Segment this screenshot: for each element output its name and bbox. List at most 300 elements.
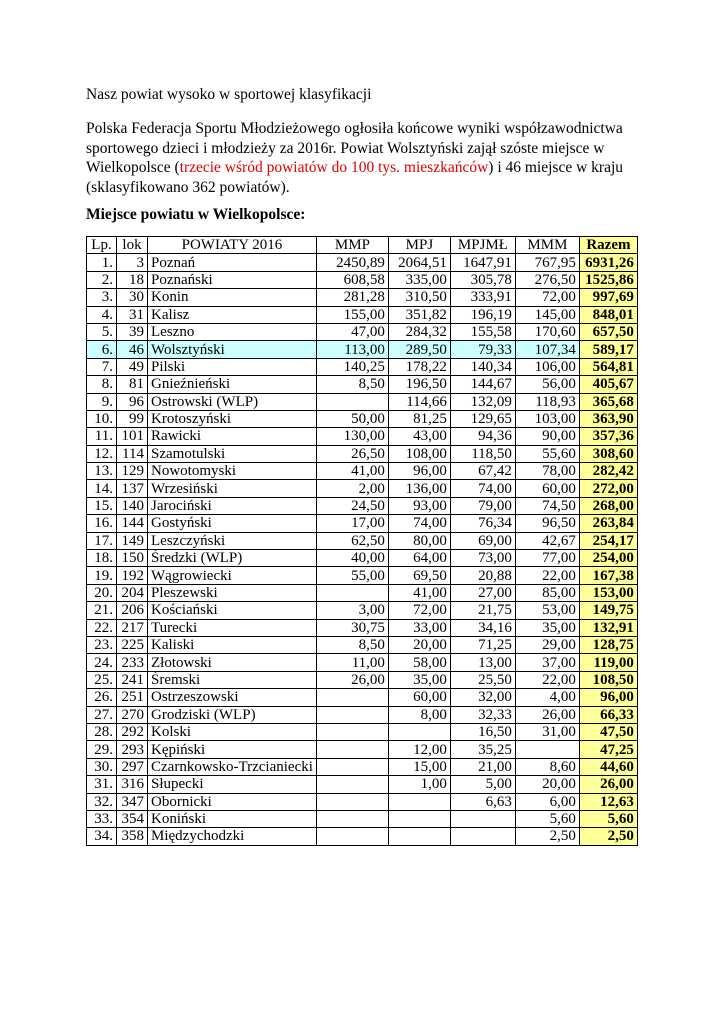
cell-mpj: 58,00 [388, 654, 450, 671]
cell-mpjml: 20,88 [450, 567, 515, 584]
cell-lok: 358 [117, 828, 148, 845]
cell-mpjml: 118,50 [450, 445, 515, 462]
cell-razem: 2,50 [579, 828, 637, 845]
cell-mpjml: 71,25 [450, 636, 515, 653]
cell-mpj: 196,50 [388, 376, 450, 393]
table-row [87, 428, 638, 445]
cell-razem: 365,68 [579, 393, 637, 410]
cell-lp: 30. [87, 758, 117, 775]
cell-powiat: Turecki [148, 619, 317, 636]
cell-mpj: 8,00 [388, 706, 450, 723]
cell-razem: 5,60 [579, 810, 637, 827]
intro-paragraph [86, 119, 646, 197]
table-header-row [87, 237, 638, 254]
cell-razem: 12,63 [579, 793, 637, 810]
cell-mpjml: 155,58 [450, 323, 515, 340]
cell-mmp: 2450,89 [316, 254, 388, 271]
cell-lok: 354 [117, 810, 148, 827]
cell-lok: 150 [117, 550, 148, 567]
cell-mmm: 276,50 [515, 271, 579, 288]
cell-lp: 10. [87, 410, 117, 427]
cell-lok: 18 [117, 271, 148, 288]
table-row [87, 654, 638, 671]
cell-powiat: Kępiński [148, 741, 317, 758]
cell-razem: 589,17 [579, 341, 637, 358]
cell-mmp: 62,50 [316, 532, 388, 549]
table-row [87, 463, 638, 480]
cell-powiat: Śremski [148, 671, 317, 688]
cell-mpj: 64,00 [388, 550, 450, 567]
cell-mmm: 5,60 [515, 810, 579, 827]
cell-mmm: 96,50 [515, 515, 579, 532]
cell-lp: 1. [87, 254, 117, 271]
cell-lp: 19. [87, 567, 117, 584]
cell-mmp: 26,50 [316, 445, 388, 462]
cell-razem: 254,17 [579, 532, 637, 549]
cell-lok: 144 [117, 515, 148, 532]
cell-razem: 153,00 [579, 584, 637, 601]
cell-razem: 6931,26 [579, 254, 637, 271]
cell-razem: 167,38 [579, 567, 637, 584]
cell-razem: 405,67 [579, 376, 637, 393]
cell-powiat: Średzki (WLP) [148, 550, 317, 567]
cell-razem: 96,00 [579, 689, 637, 706]
cell-razem: 108,50 [579, 671, 637, 688]
cell-mmp: 2,00 [316, 480, 388, 497]
cell-lok: 204 [117, 584, 148, 601]
cell-mmp: 30,75 [316, 619, 388, 636]
cell-powiat: Leszno [148, 323, 317, 340]
cell-mmm: 6,00 [515, 793, 579, 810]
cell-lok: 297 [117, 758, 148, 775]
cell-razem: 128,75 [579, 636, 637, 653]
cell-mmm: 90,00 [515, 428, 579, 445]
table-row [87, 550, 638, 567]
cell-mpj [388, 723, 450, 740]
cell-mmp [316, 584, 388, 601]
table-row [87, 793, 638, 810]
cell-mmm: 22,00 [515, 567, 579, 584]
cell-mmp: 3,00 [316, 602, 388, 619]
cell-powiat: Ostrzeszowski [148, 689, 317, 706]
cell-mmm: 106,00 [515, 358, 579, 375]
cell-lp: 17. [87, 532, 117, 549]
cell-mpjml: 69,00 [450, 532, 515, 549]
cell-mpj: 41,00 [388, 584, 450, 601]
cell-powiat: Ostrowski (WLP) [148, 393, 317, 410]
cell-powiat: Grodziski (WLP) [148, 706, 317, 723]
cell-lok: 292 [117, 723, 148, 740]
cell-mpj: 80,00 [388, 532, 450, 549]
cell-mmp: 17,00 [316, 515, 388, 532]
cell-lp: 15. [87, 497, 117, 514]
cell-mmp: 113,00 [316, 341, 388, 358]
header-col-razem: Razem [579, 237, 637, 254]
cell-mmm: 37,00 [515, 654, 579, 671]
cell-lp: 11. [87, 428, 117, 445]
cell-razem: 308,60 [579, 445, 637, 462]
cell-mpj [388, 828, 450, 845]
cell-mpj: 81,25 [388, 410, 450, 427]
table-row [87, 723, 638, 740]
cell-mpjml: 196,19 [450, 306, 515, 323]
cell-mpjml: 35,25 [450, 741, 515, 758]
cell-powiat: Kalisz [148, 306, 317, 323]
table-row [87, 410, 638, 427]
cell-mpj: 69,50 [388, 567, 450, 584]
ranking-table [86, 236, 638, 846]
table-row [87, 271, 638, 288]
cell-mpjml: 79,33 [450, 341, 515, 358]
cell-mpjml [450, 810, 515, 827]
cell-lp: 32. [87, 793, 117, 810]
cell-razem: 282,42 [579, 463, 637, 480]
cell-mmm: 78,00 [515, 463, 579, 480]
cell-lok: 225 [117, 636, 148, 653]
cell-lok: 99 [117, 410, 148, 427]
cell-mmp: 50,00 [316, 410, 388, 427]
cell-mmp: 155,00 [316, 306, 388, 323]
cell-lok: 114 [117, 445, 148, 462]
cell-powiat: Gostyński [148, 515, 317, 532]
table-row [87, 515, 638, 532]
cell-mpjml: 5,00 [450, 776, 515, 793]
table-body [87, 254, 638, 845]
cell-mpj: 1,00 [388, 776, 450, 793]
cell-razem: 997,69 [579, 289, 637, 306]
cell-mpj: 43,00 [388, 428, 450, 445]
cell-lok: 96 [117, 393, 148, 410]
cell-lp: 33. [87, 810, 117, 827]
cell-mpjml: 32,00 [450, 689, 515, 706]
table-row [87, 758, 638, 775]
cell-mpj: 114,66 [388, 393, 450, 410]
cell-lok: 206 [117, 602, 148, 619]
cell-mpjml: 21,00 [450, 758, 515, 775]
cell-mmm: 60,00 [515, 480, 579, 497]
cell-lp: 8. [87, 376, 117, 393]
cell-lok: 39 [117, 323, 148, 340]
cell-razem: 66,33 [579, 706, 637, 723]
table-row [87, 497, 638, 514]
cell-powiat: Wągrowiecki [148, 567, 317, 584]
cell-lp: 2. [87, 271, 117, 288]
cell-mmm: 20,00 [515, 776, 579, 793]
cell-mpjml: 144,67 [450, 376, 515, 393]
header-col-lok: lok [117, 237, 148, 254]
cell-powiat: Jarociński [148, 497, 317, 514]
cell-lp: 7. [87, 358, 117, 375]
cell-lok: 137 [117, 480, 148, 497]
cell-lok: 316 [117, 776, 148, 793]
cell-powiat: Wrzesiński [148, 480, 317, 497]
cell-mpj: 178,22 [388, 358, 450, 375]
cell-mmp: 608,58 [316, 271, 388, 288]
cell-lp: 28. [87, 723, 117, 740]
cell-powiat: Leszczyński [148, 532, 317, 549]
cell-mmm: 56,00 [515, 376, 579, 393]
cell-mmp [316, 393, 388, 410]
table-row [87, 567, 638, 584]
cell-razem: 272,00 [579, 480, 637, 497]
cell-mpj: 351,82 [388, 306, 450, 323]
cell-lp: 5. [87, 323, 117, 340]
table-row [87, 602, 638, 619]
cell-razem: 47,50 [579, 723, 637, 740]
cell-mpj: 15,00 [388, 758, 450, 775]
table-row [87, 584, 638, 601]
cell-mmp [316, 723, 388, 740]
cell-powiat: Czarnkowsko-Trzcianiecki [148, 758, 317, 775]
cell-lok: 192 [117, 567, 148, 584]
cell-mmp: 24,50 [316, 497, 388, 514]
table-row [87, 306, 638, 323]
cell-lok: 217 [117, 619, 148, 636]
cell-mpjml: 333,91 [450, 289, 515, 306]
cell-mmm: 8,60 [515, 758, 579, 775]
cell-mpj: 72,00 [388, 602, 450, 619]
cell-razem: 47,25 [579, 741, 637, 758]
cell-mpjml: 6,63 [450, 793, 515, 810]
cell-razem: 363,90 [579, 410, 637, 427]
table-row [87, 480, 638, 497]
cell-lp: 34. [87, 828, 117, 845]
intro-text-part2: ) i 46 miejsce w kraju (sklasyfikowano 362 powiatów). [86, 159, 624, 196]
table-row [87, 445, 638, 462]
cell-mmp [316, 776, 388, 793]
cell-mpj: 289,50 [388, 341, 450, 358]
table-row [87, 619, 638, 636]
cell-lp: 25. [87, 671, 117, 688]
cell-lok: 233 [117, 654, 148, 671]
cell-razem: 657,50 [579, 323, 637, 340]
cell-mpj: 284,32 [388, 323, 450, 340]
cell-mmm: 72,00 [515, 289, 579, 306]
table-row [87, 671, 638, 688]
cell-mpj: 310,50 [388, 289, 450, 306]
cell-powiat: Pilski [148, 358, 317, 375]
cell-mpj: 2064,51 [388, 254, 450, 271]
table-row [87, 810, 638, 827]
cell-mmp: 140,25 [316, 358, 388, 375]
table-row [87, 254, 638, 271]
cell-lok: 241 [117, 671, 148, 688]
cell-mpj: 12,00 [388, 741, 450, 758]
cell-lok: 81 [117, 376, 148, 393]
cell-razem: 119,00 [579, 654, 637, 671]
cell-lok: 251 [117, 689, 148, 706]
table-row [87, 393, 638, 410]
cell-mmm: 170,60 [515, 323, 579, 340]
cell-mmp [316, 689, 388, 706]
cell-mpj: 335,00 [388, 271, 450, 288]
cell-lp: 13. [87, 463, 117, 480]
table-row [87, 358, 638, 375]
cell-powiat: Słupecki [148, 776, 317, 793]
cell-lp: 29. [87, 741, 117, 758]
cell-mmp [316, 810, 388, 827]
cell-lok: 347 [117, 793, 148, 810]
cell-lp: 20. [87, 584, 117, 601]
cell-mpjml: 27,00 [450, 584, 515, 601]
cell-razem: 564,81 [579, 358, 637, 375]
cell-mpjml [450, 828, 515, 845]
cell-mpj: 93,00 [388, 497, 450, 514]
cell-lp: 18. [87, 550, 117, 567]
cell-mpjml: 32,33 [450, 706, 515, 723]
cell-lp: 16. [87, 515, 117, 532]
table-row [87, 341, 638, 358]
table-row [87, 289, 638, 306]
cell-mmm: 22,00 [515, 671, 579, 688]
cell-powiat: Konin [148, 289, 317, 306]
cell-mmp: 8,50 [316, 636, 388, 653]
cell-mmm: 74,50 [515, 497, 579, 514]
cell-lok: 31 [117, 306, 148, 323]
table-row [87, 828, 638, 845]
cell-mpjml: 140,34 [450, 358, 515, 375]
cell-lok: 3 [117, 254, 148, 271]
cell-powiat: Złotowski [148, 654, 317, 671]
cell-lok: 140 [117, 497, 148, 514]
cell-lp: 24. [87, 654, 117, 671]
cell-lp: 3. [87, 289, 117, 306]
cell-razem: 44,60 [579, 758, 637, 775]
cell-mmp [316, 741, 388, 758]
table-row [87, 741, 638, 758]
cell-powiat: Kościański [148, 602, 317, 619]
cell-mmm [515, 741, 579, 758]
cell-powiat: Krotoszyński [148, 410, 317, 427]
cell-powiat: Poznański [148, 271, 317, 288]
cell-mpjml: 73,00 [450, 550, 515, 567]
cell-mmp: 11,00 [316, 654, 388, 671]
cell-mmm: 145,00 [515, 306, 579, 323]
cell-mmm: 42,67 [515, 532, 579, 549]
cell-mpj: 108,00 [388, 445, 450, 462]
page-heading: Nasz powiat wysoko w sportowej klasyfikacji [86, 86, 372, 103]
cell-mpj: 20,00 [388, 636, 450, 653]
cell-powiat: Wolsztyński [148, 341, 317, 358]
cell-lok: 149 [117, 532, 148, 549]
header-col-mpj: MPJ [388, 237, 450, 254]
cell-lok: 46 [117, 341, 148, 358]
cell-mmp: 41,00 [316, 463, 388, 480]
cell-mpjml: 21,75 [450, 602, 515, 619]
cell-powiat: Szamotulski [148, 445, 317, 462]
cell-lp: 21. [87, 602, 117, 619]
cell-mpjml: 76,34 [450, 515, 515, 532]
cell-razem: 1525,86 [579, 271, 637, 288]
cell-mmm: 35,00 [515, 619, 579, 636]
cell-mpjml: 67,42 [450, 463, 515, 480]
cell-mmp [316, 793, 388, 810]
cell-razem: 848,01 [579, 306, 637, 323]
cell-razem: 26,00 [579, 776, 637, 793]
cell-powiat: Nowotomyski [148, 463, 317, 480]
cell-mpj [388, 810, 450, 827]
cell-mpjml: 79,00 [450, 497, 515, 514]
cell-mmp [316, 758, 388, 775]
header-col-mmp: MMP [316, 237, 388, 254]
cell-mpj: 60,00 [388, 689, 450, 706]
cell-mmp: 130,00 [316, 428, 388, 445]
cell-powiat: Koniński [148, 810, 317, 827]
cell-razem: 149,75 [579, 602, 637, 619]
cell-lp: 6. [87, 341, 117, 358]
cell-mmm: 29,00 [515, 636, 579, 653]
cell-mpj: 33,00 [388, 619, 450, 636]
cell-lok: 270 [117, 706, 148, 723]
cell-mmm: 77,00 [515, 550, 579, 567]
cell-lp: 31. [87, 776, 117, 793]
cell-razem: 254,00 [579, 550, 637, 567]
cell-mmm: 4,00 [515, 689, 579, 706]
cell-lp: 4. [87, 306, 117, 323]
cell-mmp: 26,00 [316, 671, 388, 688]
cell-mpjml: 305,78 [450, 271, 515, 288]
cell-powiat: Międzychodzki [148, 828, 317, 845]
cell-mpjml: 1647,91 [450, 254, 515, 271]
cell-mmp: 55,00 [316, 567, 388, 584]
table-row [87, 532, 638, 549]
cell-mmm: 103,00 [515, 410, 579, 427]
cell-razem: 268,00 [579, 497, 637, 514]
cell-lp: 27. [87, 706, 117, 723]
cell-powiat: Kolski [148, 723, 317, 740]
cell-mpjml: 25,50 [450, 671, 515, 688]
cell-mmm: 767,95 [515, 254, 579, 271]
cell-lok: 101 [117, 428, 148, 445]
cell-mmp: 8,50 [316, 376, 388, 393]
cell-mmp: 281,28 [316, 289, 388, 306]
cell-mpjml: 16,50 [450, 723, 515, 740]
cell-mmm: 31,00 [515, 723, 579, 740]
cell-lp: 9. [87, 393, 117, 410]
cell-mmm: 55,60 [515, 445, 579, 462]
cell-powiat: Obornicki [148, 793, 317, 810]
cell-mmm: 2,50 [515, 828, 579, 845]
cell-mmp: 47,00 [316, 323, 388, 340]
cell-mpj [388, 793, 450, 810]
cell-mmp [316, 828, 388, 845]
header-col-mmm: MMM [515, 237, 579, 254]
section-title: Miejsce powiatu w Wielkopolsce: [86, 206, 306, 223]
cell-mpjml: 13,00 [450, 654, 515, 671]
cell-lp: 26. [87, 689, 117, 706]
table-row [87, 636, 638, 653]
cell-mpj: 35,00 [388, 671, 450, 688]
cell-mpjml: 34,16 [450, 619, 515, 636]
cell-mmm: 107,34 [515, 341, 579, 358]
cell-mpjml: 94,36 [450, 428, 515, 445]
cell-mpjml: 132,09 [450, 393, 515, 410]
intro-highlight: trzecie wśród powiatów do 100 tys. mieszkańców [179, 159, 489, 176]
cell-lp: 12. [87, 445, 117, 462]
table-row [87, 706, 638, 723]
cell-mpjml: 74,00 [450, 480, 515, 497]
cell-lp: 14. [87, 480, 117, 497]
cell-mmm: 26,00 [515, 706, 579, 723]
table-row [87, 376, 638, 393]
cell-lp: 22. [87, 619, 117, 636]
cell-lok: 49 [117, 358, 148, 375]
cell-mmm: 85,00 [515, 584, 579, 601]
cell-powiat: Rawicki [148, 428, 317, 445]
intro-text-part1: Polska Federacja Sportu Młodzieżowego ogłosiła końcowe wyniki współzawodnictwa sportowego dzieci i młodzieży za 2016r. Powiat Wolsztyński zajął szóste miejsce w Wielkopolsce ( [86, 120, 623, 176]
cell-razem: 132,91 [579, 619, 637, 636]
table-row [87, 776, 638, 793]
